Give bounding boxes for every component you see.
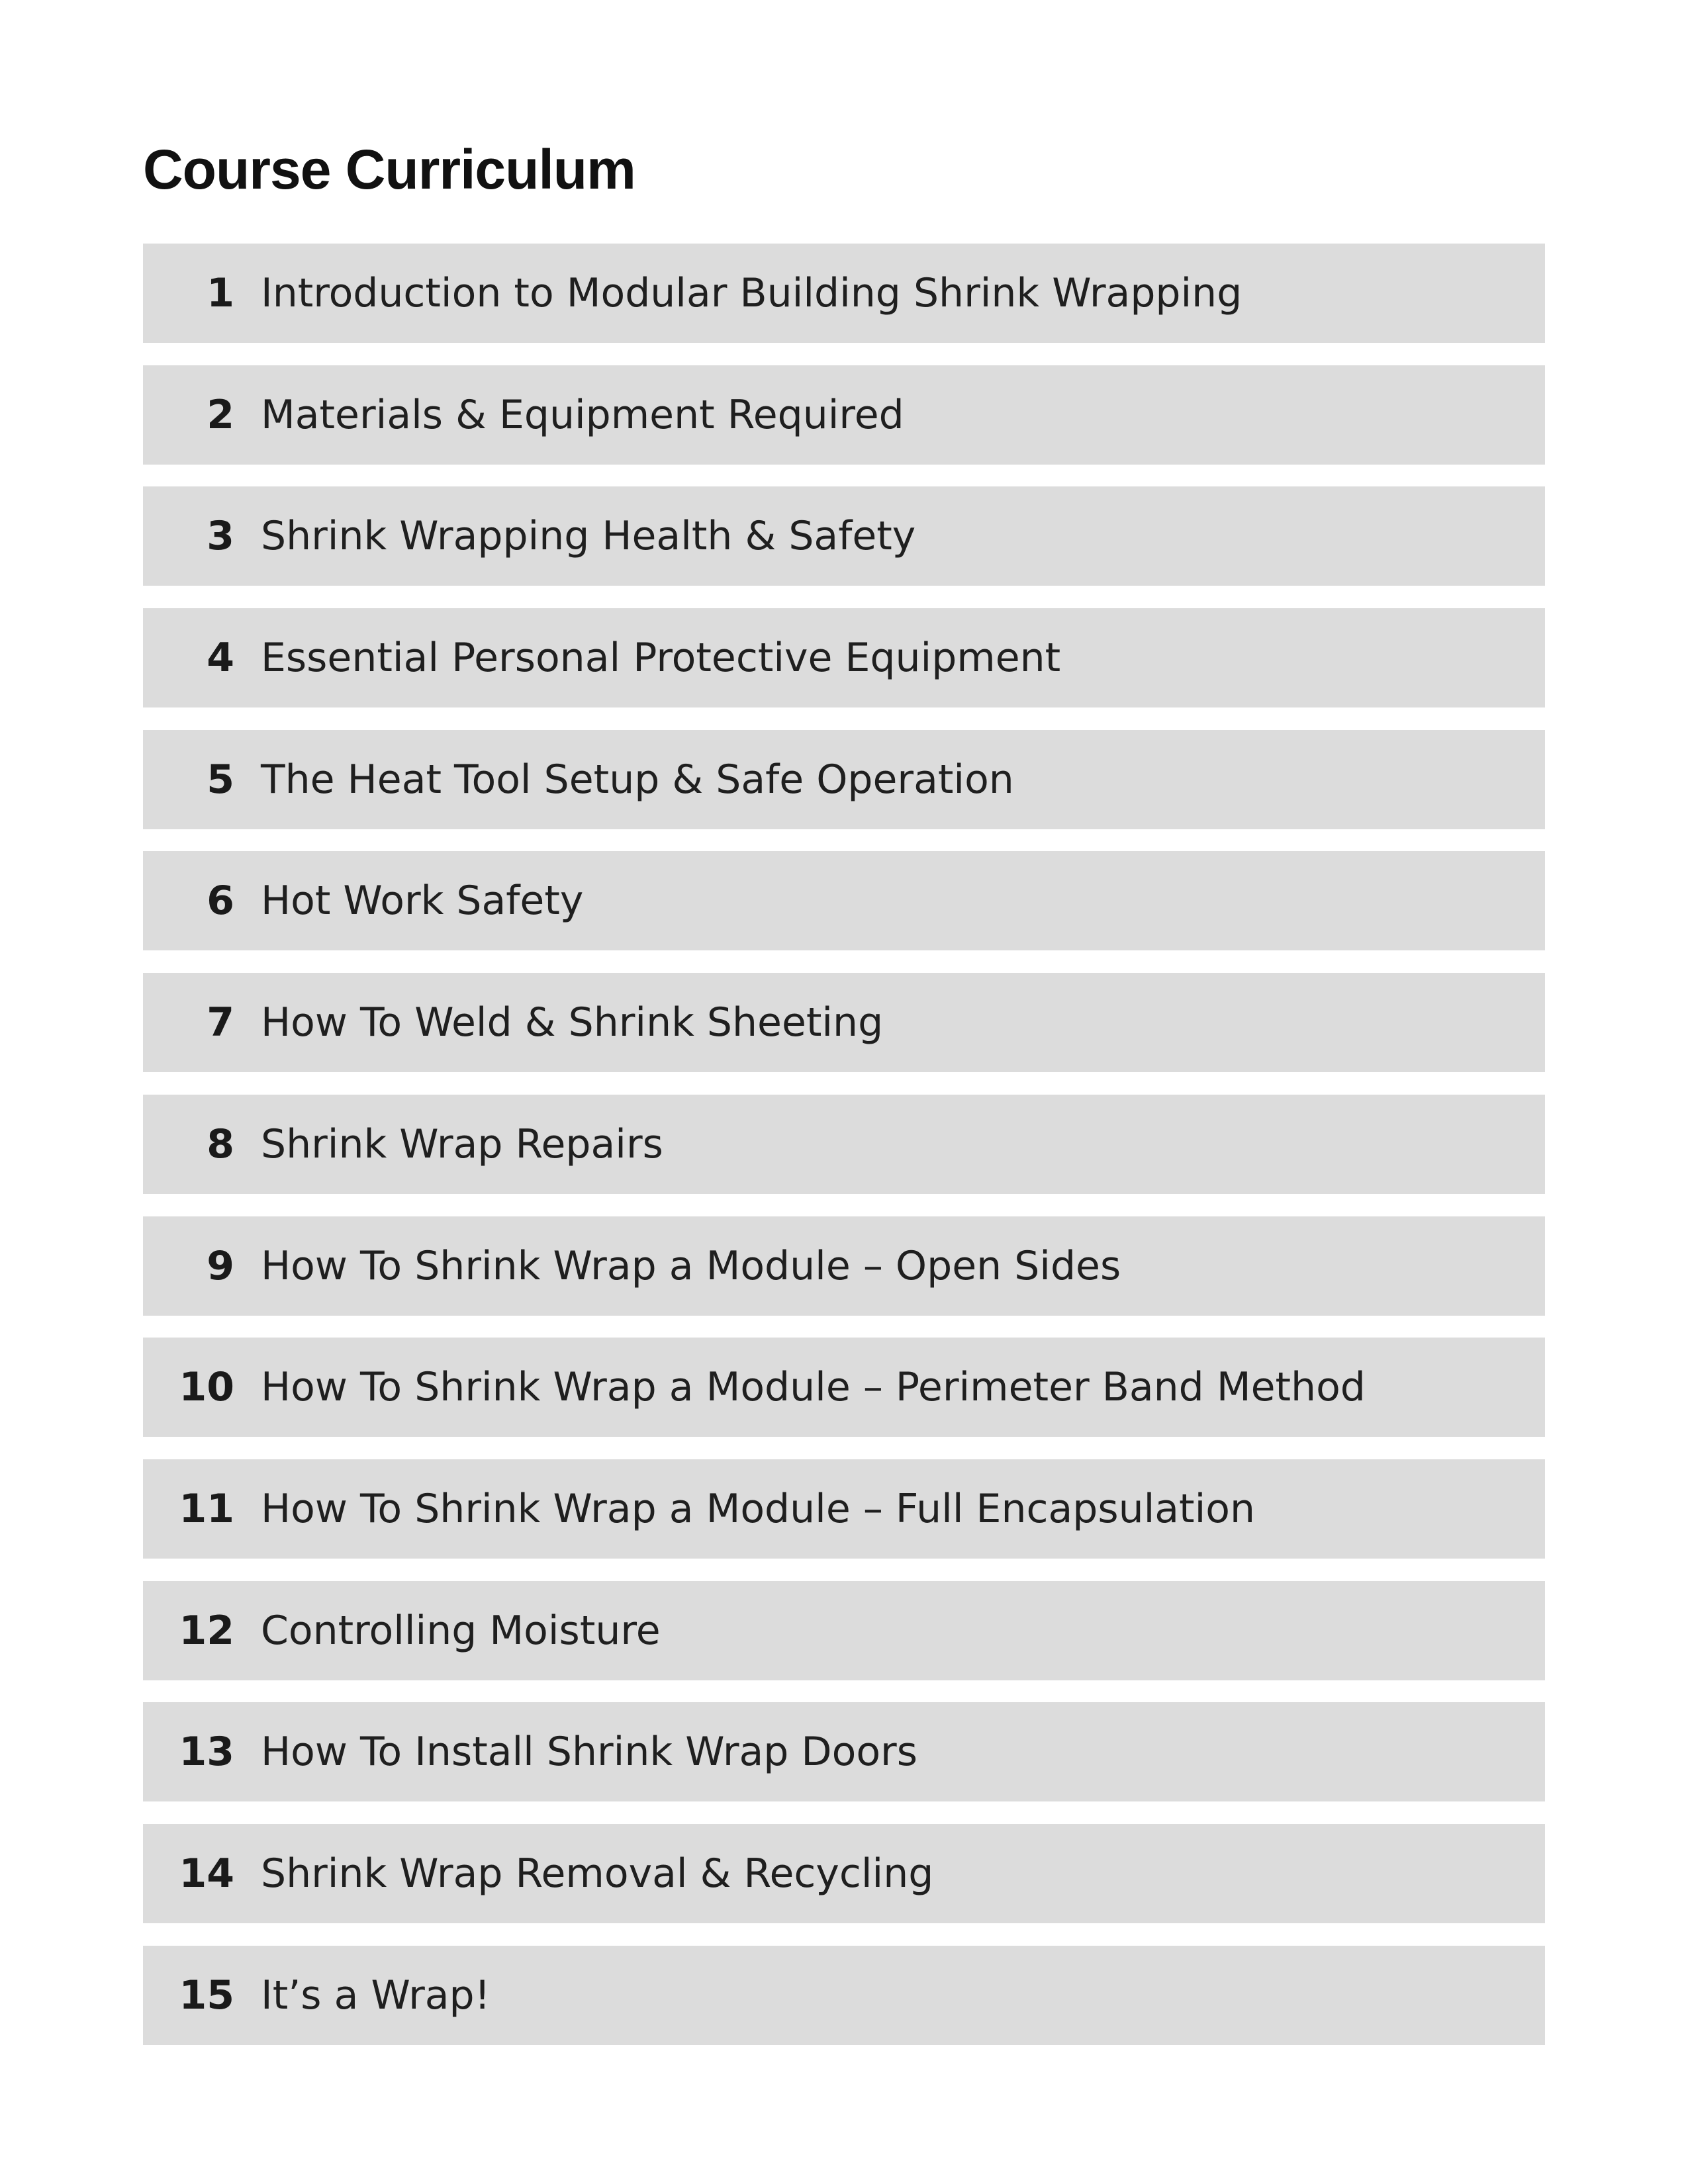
module-row-8 <box>143 1095 1545 1194</box>
module-title: How To Install Shrink Wrap Doors <box>261 1729 917 1776</box>
module-title: Essential Personal Protective Equipment <box>261 635 1061 682</box>
module-row-2 <box>143 365 1545 465</box>
module-row-1 <box>143 244 1545 343</box>
module-row-4 <box>143 608 1545 707</box>
page-title: Course Curriculum <box>143 138 635 201</box>
module-number: 4 <box>207 635 234 682</box>
module-number: 6 <box>207 878 234 925</box>
module-number: 12 <box>179 1607 234 1654</box>
module-row-6 <box>143 851 1545 950</box>
module-number: 14 <box>179 1850 234 1897</box>
module-number: 15 <box>179 1972 234 2019</box>
module-title: Introduction to Modular Building Shrink Wrapping <box>261 270 1243 316</box>
module-title: The Heat Tool Setup & Safe Operation <box>261 756 1014 803</box>
module-title: Shrink Wrap Removal & Recycling <box>261 1850 934 1897</box>
module-number: 5 <box>207 756 234 803</box>
module-title: How To Weld & Shrink Sheeting <box>261 999 884 1046</box>
module-row-7 <box>143 973 1545 1072</box>
module-number: 11 <box>179 1485 234 1532</box>
module-number: 2 <box>207 391 234 438</box>
module-row-5 <box>143 730 1545 829</box>
module-row-10 <box>143 1338 1545 1437</box>
module-number: 9 <box>207 1242 234 1289</box>
module-number: 1 <box>207 270 234 316</box>
module-title: Controlling Moisture <box>261 1607 661 1654</box>
module-row-11 <box>143 1459 1545 1559</box>
module-number: 3 <box>207 513 234 560</box>
module-title: How To Shrink Wrap a Module – Full Encapsulation <box>261 1485 1255 1532</box>
module-row-15 <box>143 1946 1545 2045</box>
module-number: 8 <box>207 1120 234 1167</box>
module-row-12 <box>143 1581 1545 1680</box>
module-row-3 <box>143 486 1545 586</box>
module-title: Shrink Wrap Repairs <box>261 1120 663 1167</box>
module-title: Shrink Wrapping Health & Safety <box>261 513 916 560</box>
module-number: 7 <box>207 999 234 1046</box>
module-row-14 <box>143 1824 1545 1923</box>
module-title: It’s a Wrap! <box>261 1972 491 2019</box>
module-title: How To Shrink Wrap a Module – Open Sides <box>261 1242 1121 1289</box>
module-title: Materials & Equipment Required <box>261 391 904 438</box>
module-title: Hot Work Safety <box>261 878 584 925</box>
module-list <box>143 244 1545 2067</box>
module-row-9 <box>143 1216 1545 1316</box>
module-number: 10 <box>179 1364 234 1411</box>
module-row-13 <box>143 1702 1545 1801</box>
module-title: How To Shrink Wrap a Module – Perimeter Band Method <box>261 1364 1366 1411</box>
module-number: 13 <box>179 1729 234 1776</box>
